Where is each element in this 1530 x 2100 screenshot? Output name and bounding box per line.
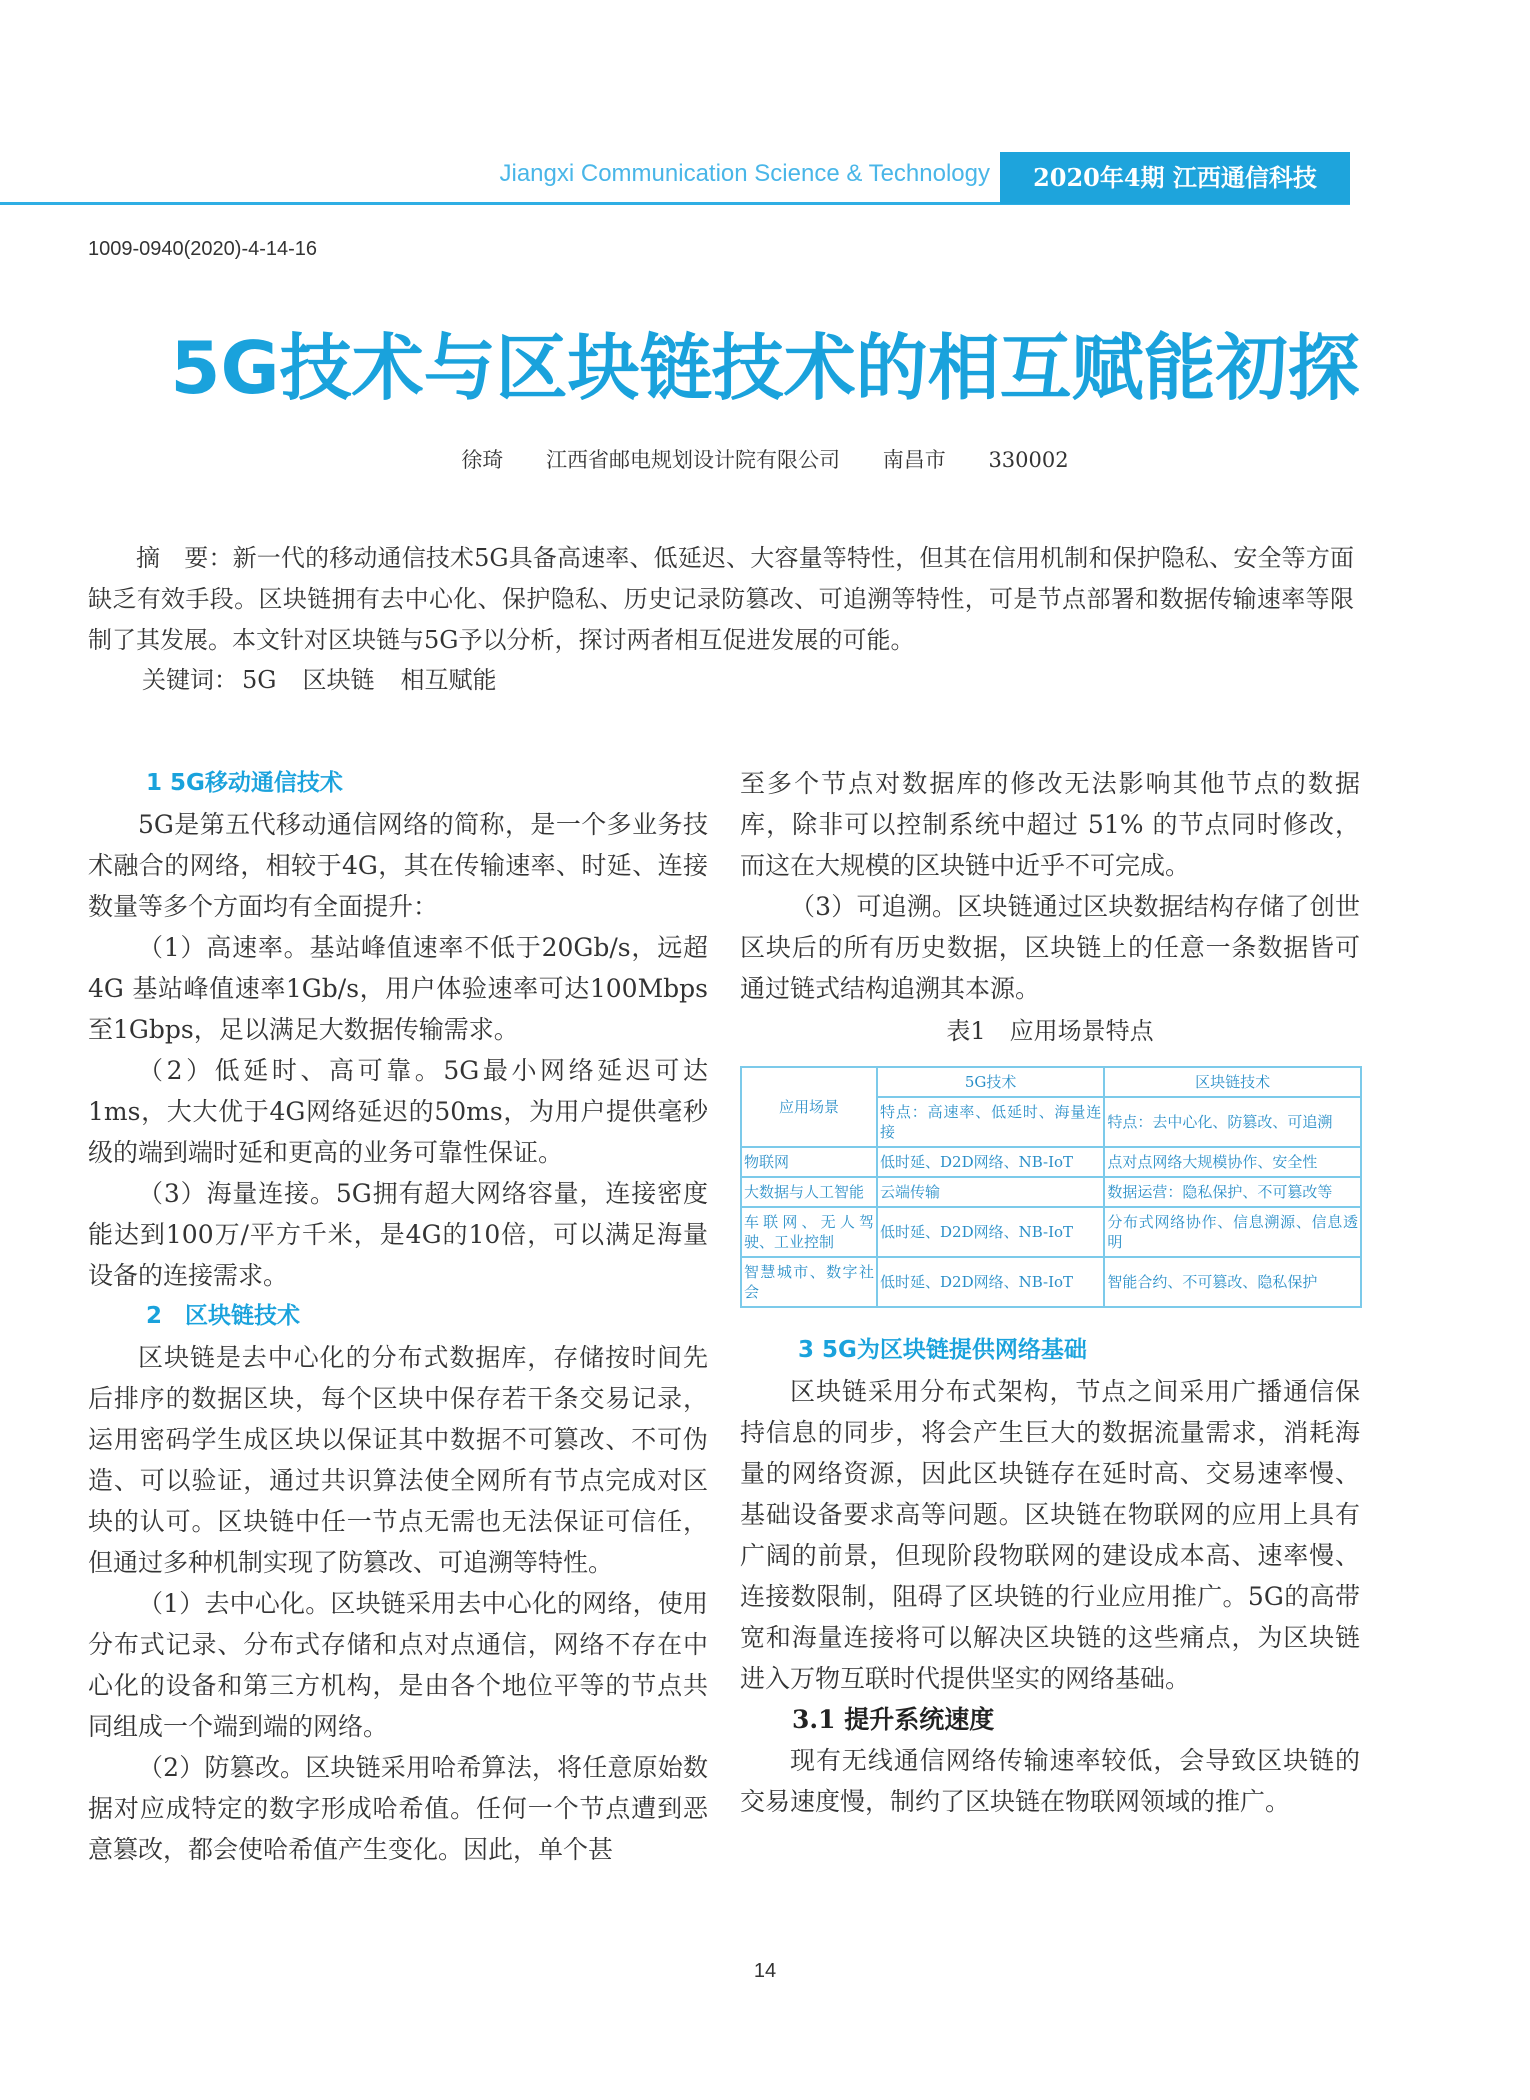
section-heading: 1 5G移动通信技术 xyxy=(146,770,343,796)
table-cell: 低时延、D2D网络、NB-IoT xyxy=(877,1207,1104,1257)
application-scenario-table xyxy=(740,1066,1362,1308)
author-postcode: 330002 xyxy=(988,448,1069,472)
abstract xyxy=(88,538,1354,661)
paragraph: 5G是第五代移动通信网络的简称，是一个多业务技术融合的网络，相较于4G，其在传输速率、时延、连接数量等多个方面均有全面提升： xyxy=(88,810,708,921)
right-column xyxy=(740,763,1360,1822)
keyword: 区块链 xyxy=(302,666,375,694)
paragraph: 现有无线通信网络传输速率较低，会导致区块链的交易速度慢，制约了区块链在物联网领域的推广。 xyxy=(740,1746,1360,1816)
journal-english-name: Jiangxi Communication Science & Technology xyxy=(499,160,990,187)
table-cell: 智能合约、不可篡改、隐私保护 xyxy=(1104,1257,1361,1307)
article-number: 1009-0940(2020)-4-14-16 xyxy=(88,238,318,260)
table-row xyxy=(741,1257,1361,1307)
subsection-heading: 3.1 提升系统速度 xyxy=(792,1705,995,1734)
table-cell: 物联网 xyxy=(741,1147,877,1177)
table-header-5g: 5G技术 xyxy=(877,1067,1104,1097)
table-cell: 云端传输 xyxy=(877,1177,1104,1207)
table-row xyxy=(741,1207,1361,1257)
table-cell: 大数据与人工智能 xyxy=(741,1177,877,1207)
paragraph: 区块链是去中心化的分布式数据库，存储按时间先后排序的数据区块，每个区块中保存若干条交易记录，运用密码学生成区块以保证其中数据不可篡改、不可伪造、可以验证，通过共识算法使全网所有节点完成对区块的认可。区块链中任一节点无需也无法保证可信任，但通过多种机制实现了防篡改、可追溯等特性。 xyxy=(88,1343,708,1577)
paragraph: 区块链采用分布式架构，节点之间采用广播通信保持信息的同步，将会产生巨大的数据流量需求，消耗海量的网络资源，因此区块链存在延时高、交易速率慢、基础设备要求高等问题。区块链在物联网的应用上具有广阔的前景，但现阶段物联网的建设成本高、速率慢、连接数限制，阻碍了区块链的行业应用推广。5G的高带宽和海量连接将可以解决区块链的这些痛点，为区块链进入万物互联时代提供坚实的网络基础。 xyxy=(740,1377,1360,1693)
table-header-blockchain: 区块链技术 xyxy=(1104,1067,1361,1097)
table-cell: 车联网、无人驾驶、工业控制 xyxy=(741,1207,877,1257)
table-cell: 分布式网络协作、信息溯源、信息透明 xyxy=(1104,1207,1361,1257)
page-number: 14 xyxy=(753,1960,777,1982)
table-cell: 数据运营：隐私保护、不可篡改等 xyxy=(1104,1177,1361,1207)
paragraph: （2）低延时、高可靠。5G最小网络延迟可达1ms，大大优于4G网络延迟的50ms，为用户提供毫秒级的端到端时延和更高的业务可靠性保证。 xyxy=(88,1056,708,1167)
author-city: 南昌市 xyxy=(882,448,946,472)
author-affiliation: 江西省邮电规划设计院有限公司 xyxy=(546,448,841,472)
table-cell: 智慧城市、数字社会 xyxy=(741,1257,877,1307)
paragraph: （1）去中心化。区块链采用去中心化的网络，使用分布式记录、分布式存储和点对点通信，网络不存在中心化的设备和第三方机构，是由各个地位平等的节点共同组成一个端到端的网络。 xyxy=(88,1589,708,1741)
paragraph: （1）高速率。基站峰值速率不低于20Gb/s，远超4G 基站峰值速率1Gb/s，用户体验速率可达100Mbps至1Gbps，足以满足大数据传输需求。 xyxy=(88,933,708,1044)
table-row xyxy=(741,1147,1361,1177)
keyword: 相互赋能 xyxy=(400,666,497,694)
table-row xyxy=(741,1177,1361,1207)
paragraph: （2）防篡改。区块链采用哈希算法，将任意原始数据对应成特定的数字形成哈希值。任何一个节点遭到恶意篡改，都会使哈希值产生变化。因此，单个甚 xyxy=(88,1753,708,1864)
paragraph: （3）海量连接。5G拥有超大网络容量，连接密度能达到100万/平方千米，是4G的10倍，可以满足海量设备的连接需求。 xyxy=(88,1179,708,1290)
table-cell: 低时延、D2D网络、NB-IoT xyxy=(877,1147,1104,1177)
table-header-scene: 应用场景 xyxy=(741,1067,877,1147)
paragraph: 至多个节点对数据库的修改无法影响其他节点的数据库，除非可以控制系统中超过 51% 的节点同时修改，而这在大规模的区块链中近乎不可完成。 xyxy=(740,769,1360,880)
author-line xyxy=(0,444,1530,474)
table-cell: 低时延、D2D网络、NB-IoT xyxy=(877,1257,1104,1307)
table-caption: 表1 应用场景特点 xyxy=(946,1017,1154,1045)
author-name: 徐琦 xyxy=(461,448,504,472)
left-column xyxy=(88,763,708,1870)
section-heading: 2 区块链技术 xyxy=(146,1303,301,1329)
issue-badge: 2020年4期 江西通信科技 xyxy=(1000,152,1350,204)
keyword: 5G xyxy=(242,666,277,694)
section-heading: 3 5G为区块链提供网络基础 xyxy=(798,1337,1087,1363)
keywords-label: 关键词： xyxy=(142,666,238,694)
paper-title: 5G技术与区块链技术的相互赋能初探 xyxy=(170,326,1360,410)
paragraph: （3）可追溯。区块链通过区块数据结构存储了创世区块后的所有历史数据，区块链上的任意一条数据皆可通过链式结构追溯其本源。 xyxy=(740,892,1360,1003)
table-header-blockchain-features: 特点：去中心化、防篡改、可追溯 xyxy=(1104,1097,1361,1147)
keywords xyxy=(142,660,522,695)
abstract-text: 摘 要：新一代的移动通信技术5G具备高速率、低延迟、大容量等特性，但其在信用机制和保护隐私、安全等方面缺乏有效手段。区块链拥有去中心化、保护隐私、历史记录防篡改、可追溯等特性，可是节点部署和数据传输速率等限制了其发展。本文针对区块链与5G予以分析，探讨两者相互促进发展的可能。 xyxy=(88,544,1354,654)
table-cell: 点对点网络大规模协作、安全性 xyxy=(1104,1147,1361,1177)
table-header-5g-features: 特点：高速率、低延时、海量连接 xyxy=(877,1097,1104,1147)
